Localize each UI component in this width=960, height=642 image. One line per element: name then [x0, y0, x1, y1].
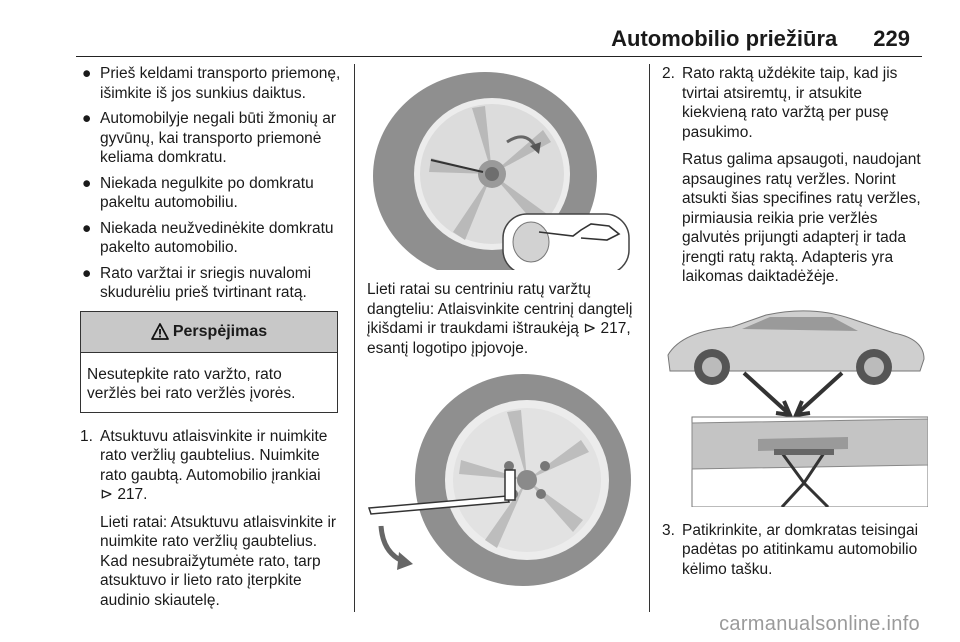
column-divider-1 — [354, 64, 355, 612]
bullet-icon: ● — [82, 174, 92, 192]
list-item: ● Rato varžtai ir sriegis nuvalomi skudurėliu prieš tvirtinant ratą. — [82, 264, 312, 301]
step-number: 1. — [80, 427, 93, 445]
list-item: ● Niekada negulkite po domkratu pakeltu automobiliu. — [82, 174, 314, 211]
bullet-icon: ● — [82, 264, 92, 282]
reference-icon: ⊳ — [583, 320, 597, 337]
list-item: ● Prieš keldami transporto priemonę, išimkite iš jos sunkius daiktus. — [82, 65, 341, 102]
wheel-wrench-illustration — [367, 370, 633, 596]
steps-list — [80, 427, 342, 611]
wheel-center-cap-illustration — [367, 64, 633, 270]
warning-triangle-icon — [151, 323, 169, 340]
page-header — [611, 26, 910, 54]
step-2 — [662, 64, 928, 287]
step-3 — [662, 521, 928, 580]
column-1 — [80, 64, 342, 618]
step-1-alloy-text: Lieti ratai: Atsuktuvu atlaisvinkite ir nuimkite rato veržlių gaubtelius. Kad nesubraižytumėte rato, tarp atsuktuvo ir lieto rato įterpkite audinio skiautelę. — [100, 513, 337, 609]
step-1 — [80, 427, 342, 611]
step-3-text: Patikrinkite, ar domkratas teisingai padėtas po atitinkamu automobilio kėlimo tašku. — [682, 521, 919, 578]
page-number: 229 — [873, 26, 910, 51]
bullet-icon: ● — [82, 110, 92, 127]
warning-box — [80, 311, 338, 413]
section-title: Automobilio priežiūra — [611, 26, 838, 51]
watermark: carmanualsonline.info — [719, 613, 920, 635]
warning-text: Nesutepkite rato varžto, rato veržlės bei rato veržlės įvorės. — [87, 365, 296, 402]
header-rule — [76, 56, 922, 57]
column-divider-2 — [649, 64, 650, 612]
bullet-icon: ● — [82, 219, 92, 237]
page-reference-link[interactable]: 217. — [117, 486, 148, 503]
steps-list-final — [662, 521, 928, 580]
jack-position-illustration — [662, 297, 928, 507]
step-number: 2. — [662, 65, 675, 82]
step-number: 3. — [662, 521, 675, 539]
list-item: ● Automobilyje negali būti žmonių ar gyvūnų, kai transporto priemonė keliama domkratu. — [82, 110, 337, 166]
reference-icon: ⊳ — [100, 486, 113, 503]
figure-caption: Lieti ratai su centriniu ratų varžtų dangteliu: Atlaisvinkite centrinį dangtelį įkišdami ir traukdami ištraukėją ⊳ 217, esantį logotipo įpjovoje. — [367, 281, 633, 357]
bullet-icon: ● — [82, 65, 92, 82]
step-2-locking-nuts-text: Ratus galima apsaugoti, naudojant apsaugines ratų veržles. Norint atsukti šias specifines ratų veržles, pirmiausia reikia prie veržlės galvutės prijungti adapterį ir tada įrengti ratų raktą. Adapteris yra laikomas daiktadėžėje. — [682, 151, 921, 285]
step-1-text: Atsuktuvu atlaisvinkite ir nuimkite rato veržlių gaubtelius. Nuimkite rato gaubtą. Automobilio įrankiai ⊳ 217. — [100, 427, 328, 503]
steps-list-continued — [662, 64, 928, 287]
column-2 — [367, 64, 635, 596]
column-3 — [662, 64, 928, 587]
page-reference-link[interactable]: 217, esantį logotipo įpjovoje. — [367, 320, 631, 357]
list-item: ● Niekada neužvedinėkite domkratu pakelto automobilio. — [82, 219, 334, 256]
safety-bullet-list — [80, 64, 342, 303]
step-2-text: Rato raktą uždėkite taip, kad jis tvirtai atsiremtų, ir atsukite kiekvieną rato varžtą per pusę pasukimo. — [682, 65, 898, 141]
warning-title: Perspėjimas — [172, 322, 268, 340]
warning-header — [81, 312, 337, 353]
